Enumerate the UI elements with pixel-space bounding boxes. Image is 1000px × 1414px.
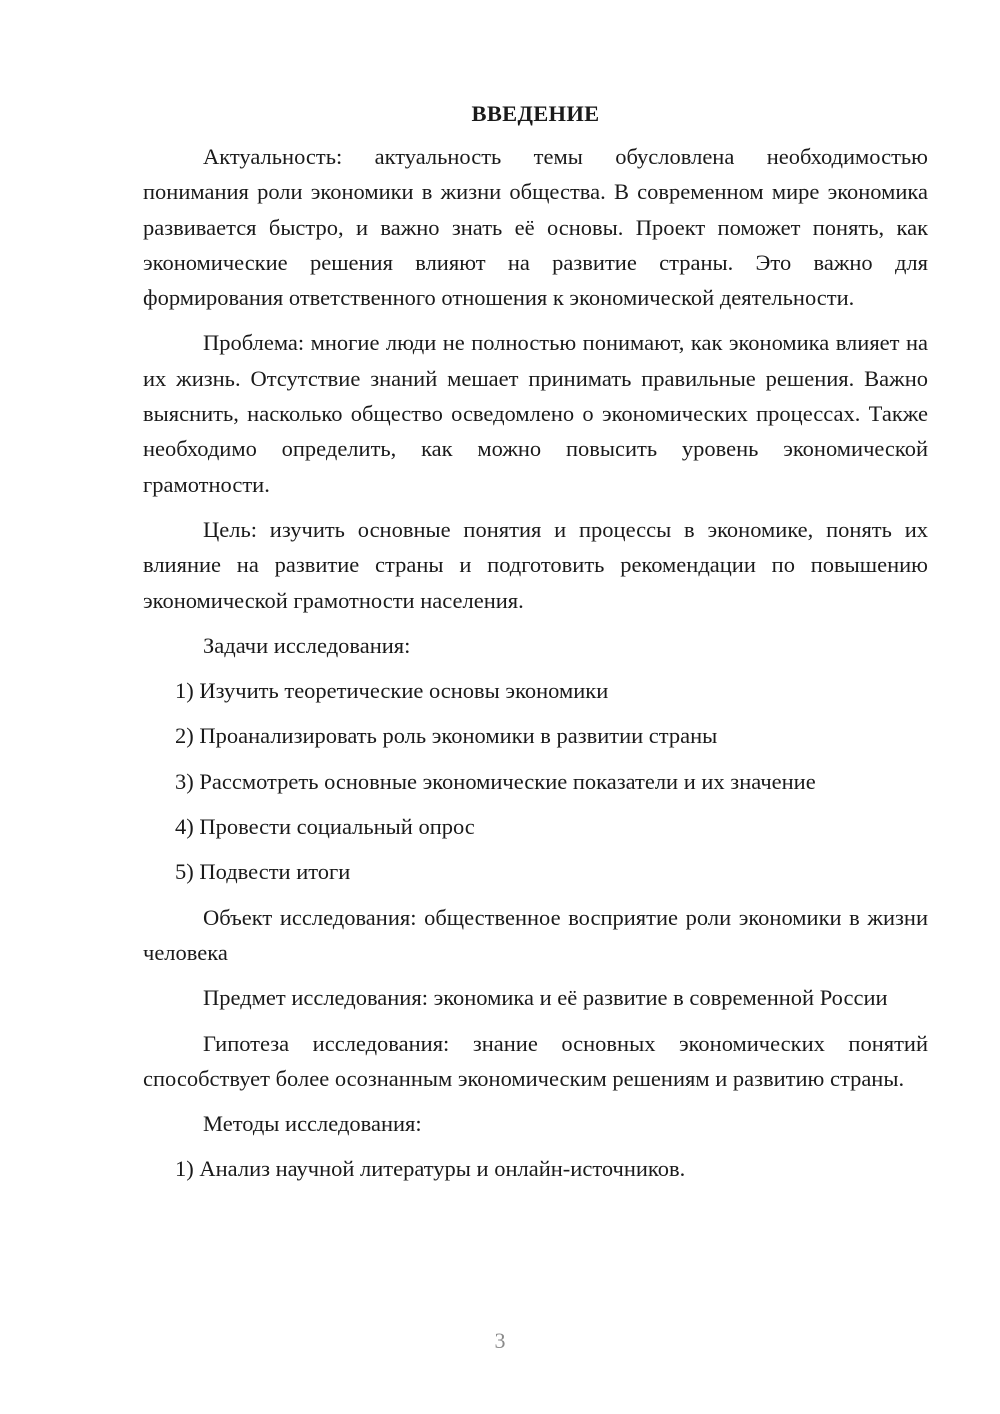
tasks-heading: Задачи исследования: [203,632,411,658]
page-number: 3 [494,1328,506,1353]
problem-paragraph: Проблема: многие люди не полностью понимают, как экономика влияет на их жизнь. Отсутствие знаний мешает принимать правильные решения. Важно выяснить, насколько общество осведомлено о экономических процессах. Также необходимо определить, как можно повысить уровень экономической грамотности. [143,330,928,497]
method-item: 1) Анализ научной литературы и онлайн-источников. [175,1156,686,1182]
hypothesis-paragraph: Гипотеза исследования: знание основных экономических понятий способствует более осознанным экономическим решениям и развитию страны. [143,1030,928,1091]
object-paragraph: Объект исследования: общественное восприятие роли экономики в жизни человека [143,904,928,965]
task-item: 2) Проанализировать роль экономики в развитии страны [175,723,718,749]
subject-paragraph: Предмет исследования: экономика и её развитие в современной России [203,985,888,1011]
tasks-list [143,673,928,889]
task-item: 5) Подвести итоги [175,859,351,885]
task-item: 3) Рассмотреть основные экономические показатели и их значение [175,768,816,794]
goal-paragraph: Цель: изучить основные понятия и процессы в экономике, понять их влияние на развитие страны и подготовить рекомендации по повышению экономической грамотности населения. [143,516,928,613]
relevance-paragraph: Актуальность: актуальность темы обусловлена необходимостью понимания роли экономики в жизни общества. В современном мире экономика развивается быстро, и важно знать её основы. Проект поможет понять, как экономические решения влияют на развитие страны. Это важно для формирования ответственного отношения к экономической деятельности. [143,144,928,311]
task-item: 1) Изучить теоретические основы экономики [175,678,609,704]
methods-list [143,1151,928,1186]
page-content [143,96,928,1197]
task-item: 4) Провести социальный опрос [175,814,475,840]
page-title: ВВЕДЕНИЕ [471,101,600,126]
methods-heading: Методы исследования: [203,1111,422,1137]
